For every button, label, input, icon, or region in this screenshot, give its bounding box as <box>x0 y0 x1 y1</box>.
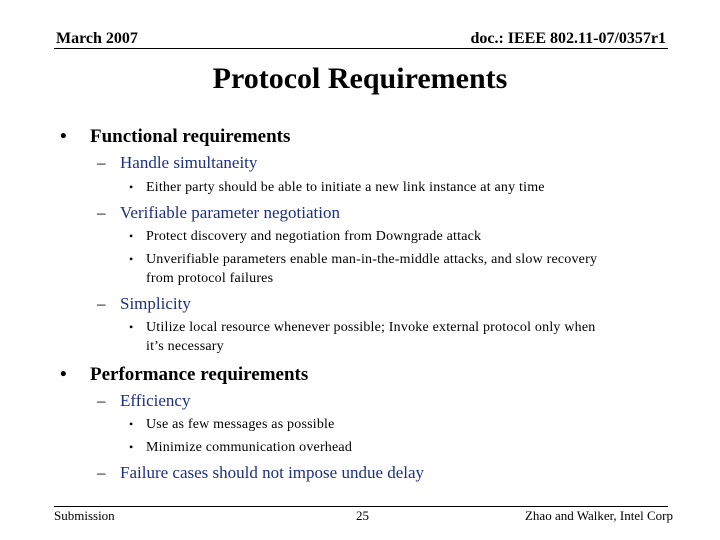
subitem-label: Handle simultaneity <box>120 153 258 172</box>
section-heading <box>60 364 308 386</box>
point-text: Minimize communication overhead <box>146 440 353 455</box>
point-continuation: from protocol failures <box>146 271 274 286</box>
section-heading <box>60 126 290 148</box>
subitem-label: Verifiable parameter negotiation <box>120 203 340 222</box>
header-doc-id: doc.: IEEE 802.11-07/0357r1 <box>470 30 666 47</box>
point <box>129 252 597 268</box>
subitem <box>97 153 257 173</box>
page-number: 25 <box>356 508 369 523</box>
point-text: Protect discovery and negotiation from Downgrade attack <box>146 229 482 244</box>
dash-icon: – <box>97 391 106 410</box>
dash-icon: – <box>97 294 106 313</box>
header-date: March 2007 <box>56 30 138 47</box>
point-text: Use as few messages as possible <box>146 417 335 432</box>
section-heading-text: Performance requirements <box>90 364 309 385</box>
dash-icon: – <box>97 463 106 482</box>
bullet-icon: • <box>129 440 134 454</box>
bullet-icon: • <box>60 126 67 147</box>
subitem <box>97 463 424 483</box>
point-text: Either party should be able to initiate a new link instance at any time <box>146 180 545 195</box>
footer-authors: Zhao and Walker, Intel Corp <box>524 508 673 523</box>
subitem <box>97 203 340 223</box>
subitem-label: Failure cases should not impose undue delay <box>120 463 425 482</box>
subitem-label: Efficiency <box>120 391 191 410</box>
subitem <box>97 391 190 411</box>
bullet-icon: • <box>60 364 67 385</box>
bullet-icon: • <box>129 252 134 266</box>
bullet-icon: • <box>129 180 134 194</box>
point <box>129 320 595 336</box>
footer-divider <box>54 506 668 507</box>
dash-icon: – <box>97 203 106 222</box>
slide-title: Protocol Requirements <box>212 62 508 95</box>
subitem-label: Simplicity <box>120 294 191 313</box>
point-continuation: it’s necessary <box>146 339 224 354</box>
point-text: Utilize local resource whenever possible; Invoke external protocol only when <box>146 320 596 335</box>
point <box>129 229 481 245</box>
subitem <box>97 294 191 314</box>
point-text: Unverifiable parameters enable man-in-the-middle attacks, and slow recovery <box>146 252 598 267</box>
point <box>129 440 352 456</box>
point <box>129 180 545 196</box>
bullet-icon: • <box>129 229 134 243</box>
bullet-icon: • <box>129 320 134 334</box>
header-divider <box>54 48 668 49</box>
dash-icon: – <box>97 153 106 172</box>
footer-submission: Submission <box>54 508 115 523</box>
point <box>129 417 335 433</box>
section-heading-text: Functional requirements <box>90 126 291 147</box>
bullet-icon: • <box>129 417 134 431</box>
